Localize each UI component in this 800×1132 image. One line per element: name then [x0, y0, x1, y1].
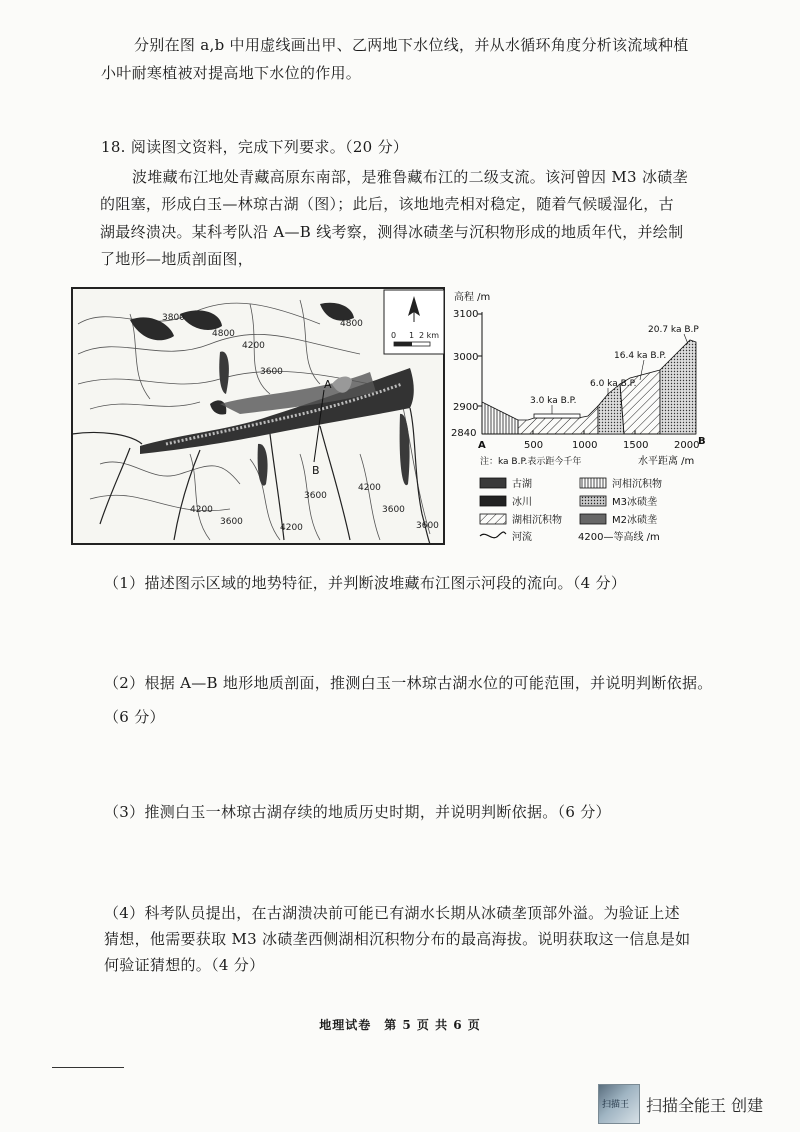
- age-label: 3.0 ka B.P.: [530, 396, 577, 406]
- contour-label: 3600: [220, 517, 243, 527]
- legend-item: 冰川: [512, 497, 532, 508]
- legend-contour: 4200—等高线 /m: [578, 532, 660, 543]
- question-4-line-2: 猜想，他需要获取 M3 冰碛垄西侧湖相沉积物分布的最高海拔。说明获取这一信息是如: [104, 930, 691, 948]
- map-legend: [470, 472, 700, 548]
- contour-label: 4200: [358, 483, 381, 493]
- scale-zero: 0: [391, 331, 397, 340]
- question-1: （1）描述图示区域的地势特征，并判断波堆藏布江图示河段的流向。（4 分）: [104, 574, 627, 592]
- profile-point-a: A: [478, 440, 486, 451]
- question-4-line-1: （4）科考队员提出，在古湖溃决前可能已有湖水长期从冰碛垄顶部外溢。为验证上述: [104, 904, 680, 922]
- contour-label: 4200: [280, 523, 303, 533]
- q18-para-line-3: 湖最终溃决。某科考队沿 A—B 线考察，测得冰碛垄与沉积物形成的地质年代，并绘制: [100, 223, 684, 241]
- scale-one: 1: [409, 331, 415, 340]
- age-label: 6.0 ka B.P.: [590, 379, 637, 389]
- question-2-line-2: （6 分）: [104, 708, 165, 726]
- profile-point-b: B: [698, 436, 706, 447]
- footer-rule: [52, 1067, 124, 1068]
- point-b-label: B: [312, 464, 320, 477]
- xtick: 1500: [623, 440, 649, 451]
- legend-item: 河流: [512, 532, 532, 543]
- legend-item: M3冰碛垄: [612, 497, 657, 508]
- ytick: 3100: [453, 309, 479, 320]
- scale-two-km: 2 km: [419, 331, 440, 340]
- ytick: 2900: [453, 402, 479, 413]
- question-2-line-1: （2）根据 A—B 地形地质剖面，推测白玉一林琼古湖水位的可能范围，并说明判断依据。: [104, 674, 713, 692]
- contour-label: 3600: [416, 521, 439, 531]
- contour-label: 3600: [382, 505, 405, 515]
- page-footer: 地理试卷 第 5 页 共 6 页: [319, 1018, 481, 1032]
- xtick: 500: [524, 440, 544, 451]
- scanner-logo-icon: 扫描王: [598, 1084, 640, 1124]
- question-3: （3）推测白玉一林琼古湖存续的地质历史时期，并说明判断依据。（6 分）: [104, 803, 611, 821]
- river-symbol-icon: [480, 532, 506, 538]
- profile-xlabel: 水平距离 /m: [638, 456, 695, 467]
- contour-label: 4800: [340, 319, 363, 329]
- xtick: 1000: [572, 440, 598, 451]
- contour-label: 4200: [190, 505, 213, 515]
- intro-line-1: 分别在图 a,b 中用虚线画出甲、乙两地下水位线，并从水循环角度分析该流域种植: [134, 36, 689, 54]
- xtick: 2000: [674, 440, 700, 451]
- age-label: 20.7 ka B.P: [648, 325, 699, 335]
- watermark-text: 扫描全能王 创建: [646, 1095, 764, 1115]
- topographic-map: [70, 284, 450, 548]
- q18-para-line-1: 波堆藏布江地处青藏高原东南部，是雅鲁藏布江的二级支流。该河曾因 M3 冰碛垄: [132, 168, 688, 186]
- legend-item: 湖相沉积物: [512, 515, 562, 526]
- profile-note: 注：ka B.P.表示距今千年: [480, 457, 582, 467]
- q18-header: 18. 阅读图文资料，完成下列要求。（20 分）: [101, 138, 409, 156]
- cross-section-profile: [448, 286, 720, 472]
- intro-line-2: 小叶耐寒植被对提高地下水位的作用。: [101, 64, 362, 82]
- legend-item: 古湖: [512, 479, 532, 490]
- question-4-line-3: 何验证猜想的。（4 分）: [104, 956, 265, 974]
- contour-label: 3800: [162, 313, 185, 323]
- point-a-label: A: [324, 378, 332, 391]
- contour-label: 3600: [304, 491, 327, 501]
- profile-ylabel: 高程 /m: [454, 292, 491, 303]
- q18-para-line-2: 的阻塞，形成白玉—林琼古湖（图）；此后，该地地壳相对稳定，随着气候暖湿化，古: [100, 195, 674, 213]
- age-label: 16.4 ka B.P.: [614, 351, 667, 361]
- legend-item: M2冰碛垄: [612, 515, 657, 526]
- contour-label: 4800: [212, 329, 235, 339]
- ytick: 2840: [451, 428, 477, 439]
- legend-item: 河相沉积物: [612, 479, 662, 490]
- scanner-watermark: [598, 1084, 763, 1124]
- contour-label: 3600: [260, 367, 283, 377]
- ytick: 3000: [453, 352, 479, 363]
- contour-label: 4200: [242, 341, 265, 351]
- q18-para-line-4: 了地形—地质剖面图，: [100, 250, 254, 268]
